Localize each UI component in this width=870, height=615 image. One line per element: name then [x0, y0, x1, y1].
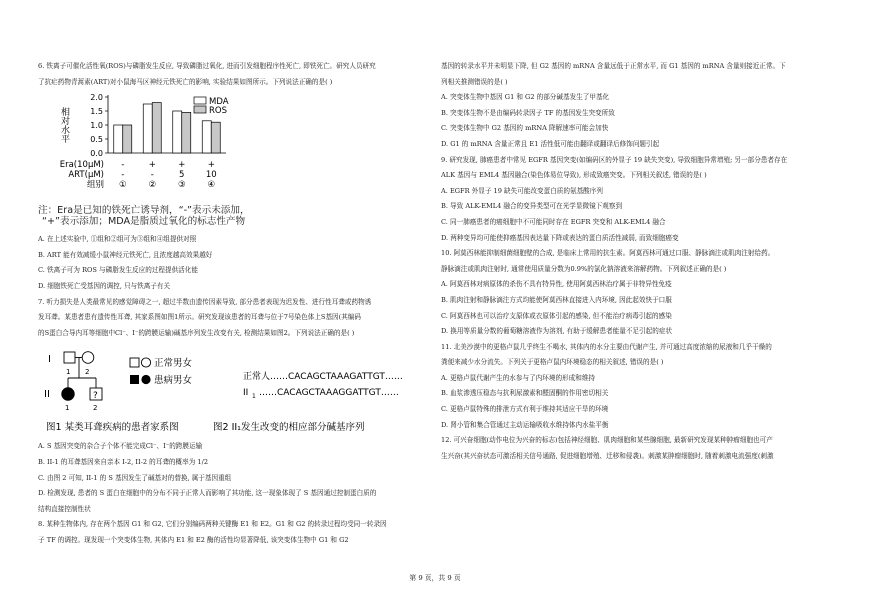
right-text-line: C. 更格卢鼠特殊的排泄方式有利于维持其适应干旱的环境 — [441, 405, 609, 414]
question-7-intro — [38, 298, 453, 337]
y-tick-label: 0.5 — [90, 135, 103, 145]
right-text-line: D. 肾小管和集合管通过主动运输吸收水维持体内水盐平衡 — [441, 420, 609, 429]
group-row-label: 组别 — [86, 180, 104, 191]
legend-label-ros: ROS — [209, 106, 227, 117]
y-tick-label: 0.0 — [90, 149, 103, 159]
chart-note-line2: “+”表示添加；MDA是脂质过氧化的标志性产物 — [42, 216, 246, 228]
treatment-value: - — [150, 170, 154, 181]
treatment-value: + — [207, 160, 215, 171]
label-I1: 1 — [66, 368, 71, 377]
question-6-intro — [38, 62, 453, 86]
x-category-label: ③ — [177, 180, 186, 191]
legend-swatch-ros — [194, 106, 206, 113]
bar-ros-group-3 — [182, 113, 191, 154]
question-6-options — [38, 235, 453, 290]
page-footer: 第 9 页，共 9 页 — [409, 574, 461, 582]
treatment-value: + — [148, 160, 156, 171]
right-text-line: 生兴奋(其兴奋状态可激活相关信号通路, 促进细胞增殖、迁移和侵袭)。刺激某肿瘤细胞时, 随着刺激电流强度(刺激 — [441, 451, 774, 460]
legend-affected-male-icon — [130, 375, 139, 384]
right-text-line: 11. 北美沙漠中的更格卢鼠几乎终生不喝水, 其体内的水分主要由代谢产生, 并可通过高度浓缩的尿液和几乎干燥的 — [441, 342, 772, 351]
x-category-label: ② — [148, 180, 157, 191]
q7-option: C. 由图 2 可知, II-1 的 S 基因发生了碱基对的替换, 属于基因重组 — [38, 473, 232, 482]
unknown-mark: ? — [93, 391, 98, 402]
right-text-line: 9. 研究发现, 肺癌患者中常见 EGFR 基因突变(如编码区的外显子 19 缺失突变), 导致细胞异常增殖; 另一部分患者存在 — [441, 155, 788, 164]
figure1-caption: 图1 某类耳聋疾病的患者家系图 — [46, 422, 179, 434]
generation-II-label: II — [44, 389, 50, 401]
bar-mda-group-1 — [114, 125, 123, 153]
question-7-options — [38, 442, 453, 512]
legend-normal-label: 正常男女 — [154, 358, 193, 370]
treatment-value: - — [121, 170, 125, 181]
right-text-line: C. 阿莫西林也可以治疗支原体或衣原体引起的感染, 但不能治疗病毒引起的感染 — [441, 311, 672, 320]
legend-normal-female-icon — [141, 358, 150, 367]
q7-text-line: 发耳聋。某患者患有遗传性耳聋, 其家系图如图1所示。研究发现该患者的耳聋与位于7号染色体上S基因(其编码 — [38, 313, 361, 322]
generation-I-label: I — [48, 354, 51, 366]
bar-mda-group-2 — [143, 104, 152, 153]
right-text-line: A. 突变体生物中基因 G1 和 G2 的部分碱基发生了甲基化 — [441, 93, 610, 102]
q7-option: B. II-1 的耳聋基因来自亲本 I-2, II-2 的耳聋的概率为 1/2 — [38, 457, 209, 466]
label-I2: 2 — [85, 368, 90, 377]
legend-label-mda: MDA — [209, 97, 229, 108]
q7-text-line: 7. 听力损失是人类最常见的感觉障碍之一, 超过半数由遗传因素导致, 部分患者表现为迟发性、进行性耳聋或药物诱 — [38, 297, 372, 306]
legend-swatch-mda — [194, 97, 206, 104]
left-column — [38, 62, 453, 552]
q6-text-line: 了抗疟药物青蒿素(ART)对小鼠海马区神经元铁死亡的影响, 实验结果如图所示。下列说法正确的是( ) — [38, 77, 333, 86]
treatment-row-label: ART(μM) — [68, 170, 104, 181]
individual-II1-affected-female — [62, 388, 74, 400]
right-text-line: C. 同一肺癌患者的癌细胞中不可能同时存在 EGFR 突变和 ALK-EML4 融合 — [441, 217, 666, 226]
legend-patient-label: 患病男女 — [154, 375, 193, 387]
treatment-value: 10 — [205, 170, 217, 181]
q7-text-line: 的S蛋白合导内耳等细胞中Cl⁻、I⁻的跨膜运输)碱基序列发生改变有关, 检测结果如图2。下列说法正确的是( ) — [38, 328, 355, 337]
right-text-line: D. 换用等质量分数的葡萄糖溶液作为溶剂, 有助于缓解患者能量不足引起的症状 — [441, 327, 673, 336]
q7-option: D. 检测发现, 患者的 S 蛋白在细胞中的分布不同于正常人而影响了其功能, 这一现象体现了 S 基因通过控制蛋白质的 — [38, 489, 377, 498]
q6-option: D. 细胞铁死亡受基因的调控, 只与铁离子有关 — [38, 281, 171, 290]
bar-ros-group-2 — [152, 103, 161, 153]
right-text-line: D. G1 的 mRNA 含量正常且 E1 活性低可能由翻译或翻译后修饰问题引起 — [441, 139, 660, 148]
individual-I1-normal-male — [64, 352, 75, 363]
x-category-label: ① — [118, 180, 127, 191]
patient-label-sub: 1 — [252, 393, 256, 401]
right-text-line: B. 导致 ALK-EML4 融合的变异类型可在光学显微镜下观察到 — [441, 202, 623, 211]
patient-label: II — [243, 388, 249, 399]
bar-ros-group-1 — [123, 125, 132, 153]
right-text-line: B. 血浆渗透压稳态与抗利尿激素和醛固酮的作用密切相关 — [441, 389, 609, 398]
chart-note-line1: 注：Era是已知的铁死亡诱导剂，“-”表示未添加， — [38, 205, 250, 217]
legend-affected-female-icon — [141, 375, 150, 384]
right-text-line: 基因的转录水平并未明显下降, 但 G2 基因的 mRNA 含量远低于正常水平, 而 G1 基因的 mRNA 含量则接近正常。下 — [441, 62, 786, 70]
right-text-line: A. EGFR 外显子 19 缺失可能改变蛋白质的氨基酸序列 — [441, 186, 603, 195]
bar-mda-group-4 — [202, 121, 211, 153]
right-text-line: A. 阿莫西林对病原体的杀伤不具有特异性, 使用阿莫西林治疗属于非特异性免疫 — [441, 280, 672, 289]
right-text-line: 12. 可兴奋细胞(动作电位为兴奋的标志)包括神经细胞、肌肉细胞和某些腺细胞, 最新研究发现某种肿瘤细胞也可产 — [441, 436, 773, 445]
bar-mda-group-3 — [173, 111, 182, 153]
right-text-line: 列相关推测错误的是( ) — [441, 77, 508, 86]
y-tick-label: 1.0 — [90, 121, 103, 131]
q6-option: A. 在上述实验中, ①组和②组可为③组和④组提供对照 — [38, 235, 197, 244]
legend-normal-male-icon — [130, 358, 139, 367]
q6-option: B. ART 能有效减缓小鼠神经元铁死亡, 且浓度越高效果越好 — [38, 250, 213, 259]
treatment-value: 5 — [179, 170, 185, 181]
q7-option: A. S 基因突变的杂合子个体不能完成Cl⁻、I⁻的跨膜运输 — [38, 442, 203, 451]
right-text-line: 10. 阿莫西林能抑制细菌细胞壁的合成, 是临床上常用的抗生素。阿莫西林可通过口服、静脉滴注或肌肉注射给药。 — [441, 249, 775, 258]
y-tick-label: 1.5 — [90, 107, 103, 117]
q6-text-line: 6. 铁离子可催化活性氧(ROS)与磷脂发生反应, 导致磷脂过氧化, 进而引发细胞程序性死亡, 即铁死亡。研究人员研究 — [38, 62, 376, 70]
treatment-value: + — [178, 160, 186, 171]
q8-text-line: 子 TF 的调控。现发现一个突变体生物, 其体内 E1 和 E2 酶的活性均显著降低, 该突变体生物中 G1 和 G2 — [38, 535, 349, 544]
x-category-label: ④ — [207, 180, 216, 191]
question-8-intro — [38, 520, 453, 544]
right-text-line: B. 肌肉注射和静脉滴注方式均能使阿莫西林直接进入内环境, 因此起效快于口服 — [441, 295, 672, 304]
right-text-line: A. 更格卢鼠代谢产生的水参与了内环境的形成和维持 — [441, 373, 596, 382]
figure2-caption: 图2 II₁发生改变的相应部分碱基序列 — [213, 422, 365, 434]
treatment-row-label: Era(10μM) — [59, 160, 104, 171]
bar-chart — [46, 93, 296, 205]
right-text-line: D. 两种变异均可能使抑癌基因表达量下降或表达的蛋白质活性减弱, 而致细胞癌变 — [441, 233, 679, 242]
right-text-line: B. 突变体生物不是由编码转录因子 TF 的基因发生突变所致 — [441, 108, 615, 117]
label-II1: 1 — [65, 404, 70, 413]
q6-option: C. 铁离子可为 ROS 与磷脂发生反应的过程提供活化能 — [38, 266, 198, 275]
bar-ros-group-4 — [211, 122, 220, 153]
y-axis-label: 相对水平 — [59, 107, 69, 144]
treatment-value: - — [121, 160, 125, 171]
right-text-line: ALK 基因与 EML4 基因融合(染色体易位导致), 形成致癌突变。下列相关叙述, 错误的是( ) — [441, 171, 707, 180]
right-text-line: 静脉滴注或肌肉注射时, 通常使用质量分数为0.9%的氯化钠溶液来溶解药物。下列叙述正确的是( ) — [441, 264, 727, 273]
label-II2: 2 — [93, 404, 98, 413]
individual-I2-normal-female — [82, 352, 94, 364]
right-text-line: 粪便来减少水分流失。下列关于更格卢鼠内环境稳态的相关叙述, 错误的是( ) — [441, 358, 664, 367]
q7-option: 结构直接控制性状 — [38, 504, 91, 513]
right-column — [441, 62, 856, 467]
right-text-line: C. 突变体生物中 G2 基因的 mRNA 降解速率可能会加快 — [441, 124, 609, 133]
y-tick-label: 2.0 — [90, 93, 103, 103]
pedigree-figure — [38, 342, 438, 438]
q8-text-line: 8. 某种生物体内, 存在两个基因 G1 和 G2, 它们分别编码两种关键酶 E1 和 E2。G1 和 G2 的转录过程均受同一转录因 — [38, 520, 387, 529]
normal-sequence: 正常人……CACAGCTAAAGATTGT…… — [243, 372, 403, 383]
patient-sequence: ……CACAGCTAAAGGATTGT…… — [259, 388, 399, 399]
